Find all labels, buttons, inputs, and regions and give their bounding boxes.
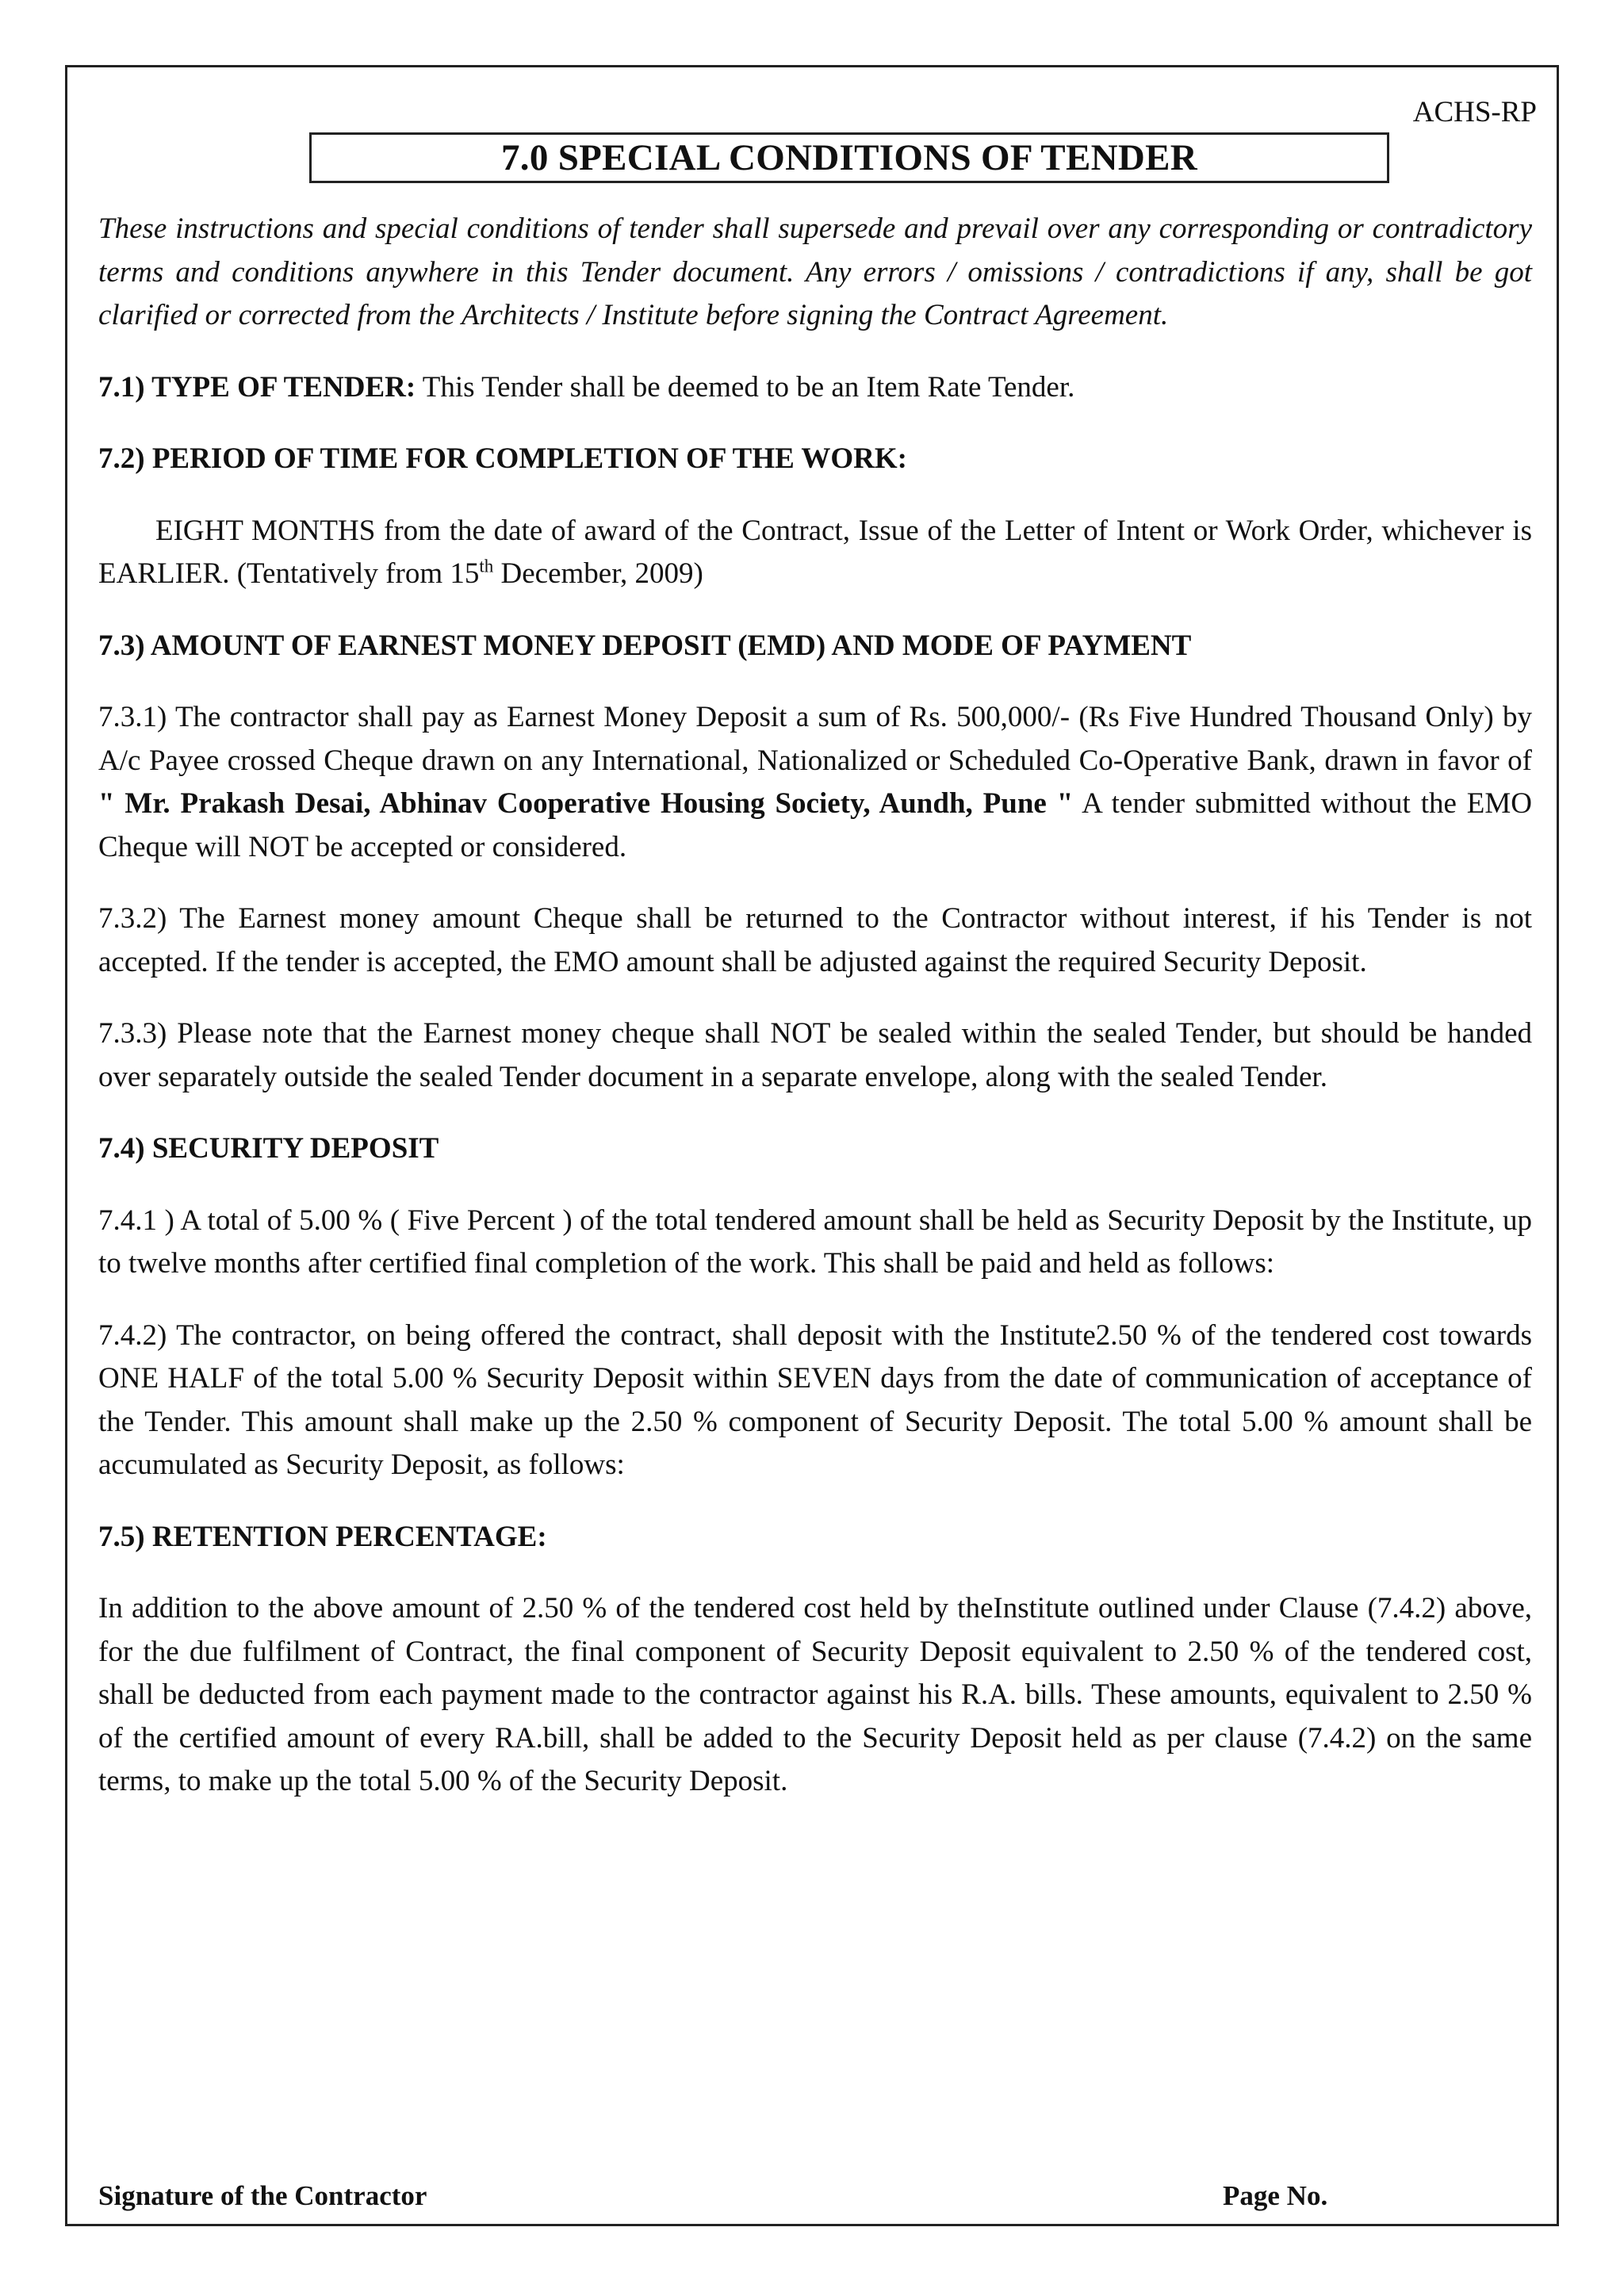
section-7-1-label: 7.1) TYPE OF TENDER: [98, 370, 416, 404]
section-7-5-paragraph: In addition to the above amount of 2.50 % of the tendered cost held by theInstitute outlined under Clause (7.4.2) above, for the due fulfilment of Contract, the final component of Security Deposit equivalent to 2.50 % of the tendered cost, shall be deducted from each payment made to the contractor against his R.A. bills. These amounts, equivalent to 2.50 % of the certified amount of every RA.bill, shall be added to the Security Deposit held as per clause (7.4.2) on the same terms, to make up the total 5.00 % of the Security Deposit. [98, 1592, 1532, 1797]
document-code: ACHS-RP [1412, 96, 1537, 128]
clause-7-3-1-after: A tender submitted without the EMO Cheque will NOT be accepted or considered. [98, 787, 1532, 863]
clause-7-3-1-payee: " Mr. Prakash Desai, Abhinav Cooperative Housing Society, Aundh, Pune " [98, 787, 1074, 820]
section-7-1-text: This Tender shall be deemed to be an Item Rate Tender. [416, 370, 1075, 404]
section-7-2-text-after: December, 2009) [493, 557, 703, 590]
section-7-4-heading: 7.4) SECURITY DEPOSIT [98, 1132, 439, 1165]
page-number-label: Page No. [1223, 2180, 1328, 2211]
clause-7-3-2: 7.3.2) The Earnest money amount Cheque shall be returned to the Contractor without interest, if his Tender is not accepted. If the tender is accepted, the EMO amount shall be adjusted against the required Security Deposit. [98, 902, 1532, 978]
clause-7-3-1 [98, 696, 1532, 869]
page-title: 7.0 SPECIAL CONDITIONS OF TENDER [309, 132, 1389, 183]
section-7-2-heading: 7.2) PERIOD OF TIME FOR COMPLETION OF THE WORK: [98, 442, 907, 475]
clause-7-4-2: 7.4.2) The contractor, on being offered the contract, shall deposit with the Institute2.50 % of the tendered cost towards ONE HALF of the total 5.00 % Security Deposit within SEVEN days from the date of communication of acceptance of the Tender. This amount shall make up the 2.50 % component of Security Deposit. The total 5.00 % amount shall be accumulated as Security Deposit, as follows: [98, 1318, 1532, 1481]
signature-label: Signature of the Contractor [98, 2180, 427, 2211]
section-7-2-text-before: EIGHT MONTHS from the date of award of the Contract, Issue of the Letter of Intent or Work Order, whichever is EARLIER. (Tentatively from 15 [98, 514, 1532, 590]
intro-paragraph: These instructions and special conditions of tender shall supersede and prevail over any corresponding or contradictory terms and conditions anywhere in this Tender document. Any errors / omissions / contradictions if any, shall be got clarified or corrected from the Architects / Institute before signing the Contract Agreement. [98, 212, 1532, 331]
section-7-2-superscript: th [479, 556, 494, 576]
document-body [98, 208, 1532, 1832]
section-7-2-paragraph [98, 510, 1532, 596]
clause-7-4-1: 7.4.1 ) A total of 5.00 % ( Five Percent ) of the total tendered amount shall be held as Security Deposit by the Institute, up to twelve months after certified final completion of the work. This shall be paid and held as follows: [98, 1203, 1532, 1280]
section-7-1 [98, 366, 1532, 410]
clause-7-3-1-before: 7.3.1) The contractor shall pay as Earnest Money Deposit a sum of Rs. 500,000/- (Rs Five Hundred Thousand Only) by A/c Payee crossed Cheque drawn on any International, Nationalized or Scheduled Co-Operative Bank, drawn in favor of [98, 701, 1532, 777]
section-7-3-heading: 7.3) AMOUNT OF EARNEST MONEY DEPOSIT (EMD) AND MODE OF PAYMENT [98, 629, 1192, 662]
section-7-5-heading: 7.5) RETENTION PERCENTAGE: [98, 1520, 547, 1553]
clause-7-3-3: 7.3.3) Please note that the Earnest money cheque shall NOT be sealed within the sealed Tender, but should be handed over separately outside the sealed Tender document in a separate envelope, along with the sealed Tender. [98, 1017, 1532, 1093]
